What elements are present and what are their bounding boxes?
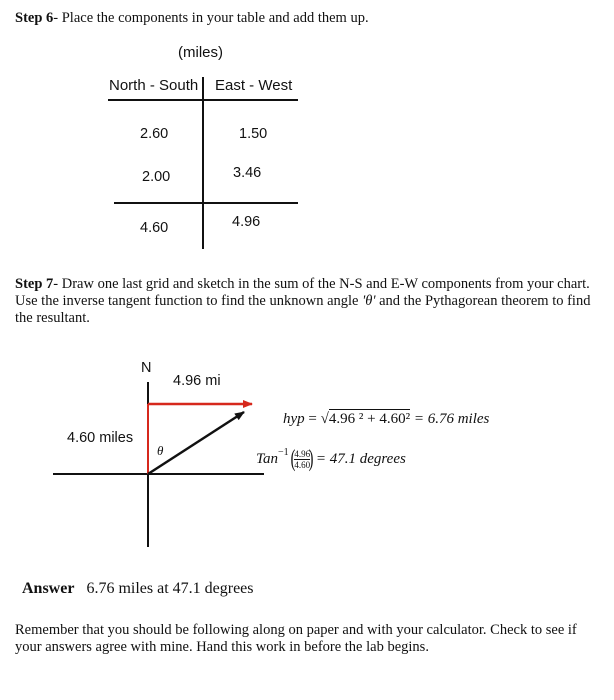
tan-func: Tan — [256, 451, 278, 467]
north-label: N — [141, 360, 152, 376]
right-paren: ) — [308, 446, 314, 472]
step-7-label: Step 7 — [15, 276, 54, 292]
hyp-result: = 6.76 miles — [413, 411, 490, 427]
answer-line — [22, 580, 254, 598]
tan-denominator: 4.60 — [294, 460, 311, 470]
inverse-tangent-equation — [256, 446, 406, 476]
table-units: (miles) — [178, 44, 223, 61]
hypotenuse-equation — [283, 411, 489, 428]
header-east-west: East - West — [215, 77, 293, 94]
sqrt-symbol: √ — [320, 411, 329, 427]
tan-result: = 47.1 degrees — [315, 451, 406, 467]
cell-ns-total: 4.60 — [140, 220, 169, 236]
hyp-lhs: hyp — [283, 411, 305, 427]
left-paren: ( — [290, 446, 296, 472]
angle-label: θ — [157, 443, 164, 458]
step-6-text: - Place the components in your table and add them up. — [53, 10, 369, 26]
tan-exponent: −1 — [277, 447, 289, 458]
north-south-distance-label: 4.60 miles — [67, 430, 134, 446]
cell-ew-total: 4.96 — [232, 214, 261, 230]
hyp-radicand: 4.96 ² + 4.60² — [328, 411, 411, 427]
reminder-paragraph: Remember that you should be following along on paper and with your calculator. Check to see if your answers agree with mine. Hand this work in before the lab begins. — [15, 622, 577, 655]
cell-ns-1: 2.60 — [140, 126, 169, 142]
cell-ew-2: 3.46 — [233, 165, 262, 181]
angle-symbol: 'θ' — [362, 293, 376, 309]
step-7-text-before: - Draw one last grid and sketch in the sum of the N-S and E-W components from your chart. Use the inverse tangent function to find the unknown angle — [15, 276, 590, 309]
answer-label: Answer — [22, 580, 75, 597]
header-north-south: North - South — [109, 77, 199, 94]
cell-ew-1: 1.50 — [239, 126, 268, 142]
hyp-equals: = — [308, 411, 317, 427]
step-6-label: Step 6 — [15, 10, 54, 26]
east-west-distance-label: 4.96 mi — [173, 373, 221, 389]
step-7-text-after: and the Pythagorean theorem to find the resultant. — [15, 293, 591, 326]
answer-value: 6.76 miles at 47.1 degrees — [86, 580, 254, 597]
cell-ns-2: 2.00 — [142, 169, 171, 185]
tan-numerator: 4.96 — [294, 449, 311, 459]
